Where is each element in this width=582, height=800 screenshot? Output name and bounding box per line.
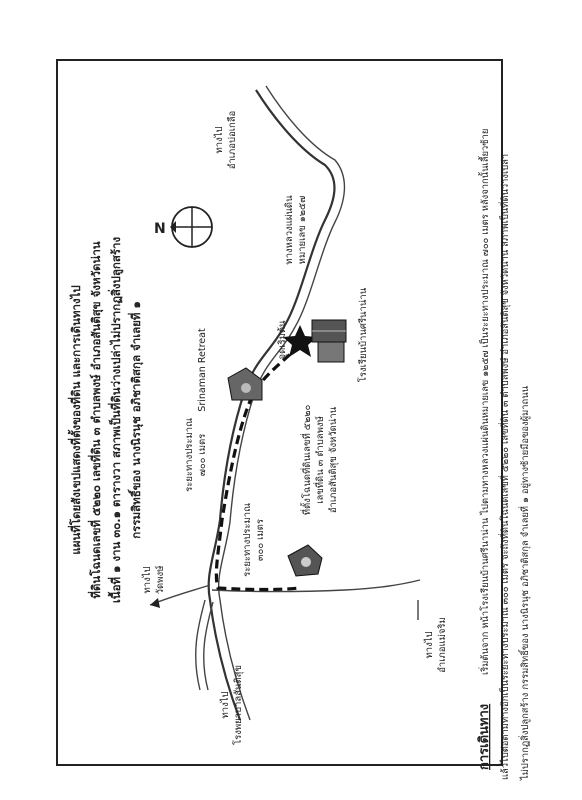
svg-text:เลขที่ดิน ๓ ตำบลพงษ์: เลขที่ดิน ๓ ตำบลพงษ์ <box>315 416 326 504</box>
title-line-2: ที่ดินโฉนดเลขที่ ๕๒๒๐ เลขที่ดิน ๓ ตำบลพงษ์ อำเภอสันติสุข จังหวัดน่าน <box>89 241 103 599</box>
north-arrow <box>170 207 212 247</box>
label-to-wat-phong <box>141 565 166 594</box>
title-line-1: แผนที่โดยสังเขปแสดงที่ตั้งของที่ดิน และการเดินทางไป <box>69 285 83 555</box>
directions-heading: การเดินทาง <box>477 703 492 770</box>
directions-line-3-block <box>517 385 531 781</box>
label-resort <box>197 328 208 412</box>
svg-text:วัดพงษ์: วัดพงษ์ <box>155 565 166 595</box>
label-dist-700 <box>184 418 208 492</box>
directions-line-1: เริ่มต้นจาก หน้าโรงเรียนบ้านศรีนาน่าน ไปตามทางหลวงแผ่นดินหมายเลข ๑๒๕๗ เป็นระยะทางประมาณ ๗๐๐ เมตร หลังจากนั้นเลี้ยวซ้าย <box>480 128 491 675</box>
title-line-4: กรรมสิทธิ์ของ นางนิรนุช อภิชาติสกุล จำเลยที่ ๑ <box>129 301 143 539</box>
label-to-bo-klue <box>213 111 238 170</box>
label-school-text: โรงเรียนบ้านศรีนาน่าน <box>358 287 369 383</box>
label-resort-text: Srinaman Retreat <box>197 328 208 412</box>
directions-heading-block <box>477 704 492 770</box>
label-to-mae-charim <box>423 617 448 673</box>
title-line-3: เนื้อที่ ๑ งาน ๓๐.๑ ตารางวา สภาพเป็นที่ดินว่างเปล่าไม่ปรากฏสิ่งปลูกสร้าง <box>109 236 123 604</box>
svg-text:ระยะทางประมาณ: ระยะทางประมาณ <box>242 503 253 577</box>
highway-road-edge <box>219 86 345 720</box>
arrow-wat-phong <box>150 598 160 608</box>
north-label: N <box>154 221 166 237</box>
svg-text:อำเภอแม่จริม: อำเภอแม่จริม <box>437 617 448 673</box>
svg-text:๓๐๐ เมตร: ๓๐๐ เมตร <box>255 519 266 561</box>
land-plot-icon <box>288 545 322 576</box>
svg-text:๗๐๐ เมตร: ๗๐๐ เมตร <box>197 433 208 477</box>
label-highway <box>284 195 308 265</box>
label-school <box>357 287 369 382</box>
directions-line-3: ไม่ปรากฏสิ่งปลูกสร้าง กรรมสิทธิ์ของ นางนิรนุช อภิชาติสกุล จำเลยที่ ๑ อยู่ทางซ้ายมือของผู้มาถนน <box>520 385 531 780</box>
side-road-plot <box>212 580 420 592</box>
label-dist-300 <box>242 503 266 577</box>
svg-text:ทางไป: ทางไป <box>424 631 435 659</box>
directions-line-2: แล้วไปต่อตามทางอีกเป็นระยะทางประมาณ ๓๐๐ เมตร จะถึงที่ดินโฉนดเลขที่ ๕๒๒๐ เลขที่ดิน ๓ ตำบลพงษ์ อำเภอสันติสุข จังหวัดน่าน สภาพเป็นที่ดินว่างเปล่า <box>500 153 511 780</box>
title-block <box>67 236 144 603</box>
school-building-icon <box>312 320 346 362</box>
svg-text:ระยะทางประมาณ: ระยะทางประมาณ <box>184 418 195 492</box>
resort-building-icon <box>228 368 262 400</box>
label-start-point-text: จุดเริ่มต้น <box>277 320 288 360</box>
directions-line-1-block <box>478 129 491 675</box>
svg-text:หมายเลข ๑๒๕๗: หมายเลข ๑๒๕๗ <box>297 195 308 265</box>
svg-text:โรงพยาบาลสันติสุข: โรงพยาบาลสันติสุข <box>233 665 244 745</box>
map-frame <box>57 60 502 765</box>
svg-text:ทางหลวงแผ่นดิน: ทางหลวงแผ่นดิน <box>284 195 295 265</box>
highway-road <box>209 90 335 720</box>
label-plot <box>300 405 339 516</box>
svg-text:ที่ตั้งโฉนดที่ดินเลขที่ ๕๒๒๐: ที่ตั้งโฉนดที่ดินเลขที่ ๕๒๒๐ <box>302 404 313 516</box>
svg-text:ทางไป: ทางไป <box>220 691 231 719</box>
directions-line-2-block <box>498 154 511 780</box>
label-to-bo-klue-line1: ทางไป <box>214 126 225 154</box>
label-start-point <box>275 320 288 360</box>
label-to-bo-klue-line2: อำเภอบ่อเกลือ <box>227 110 238 170</box>
svg-text:ทางไป: ทางไป <box>142 566 153 594</box>
label-to-hospital <box>219 665 244 745</box>
svg-text:อำเภอสันติสุข จังหวัดน่าน: อำเภอสันติสุข จังหวัดน่าน <box>328 406 339 514</box>
